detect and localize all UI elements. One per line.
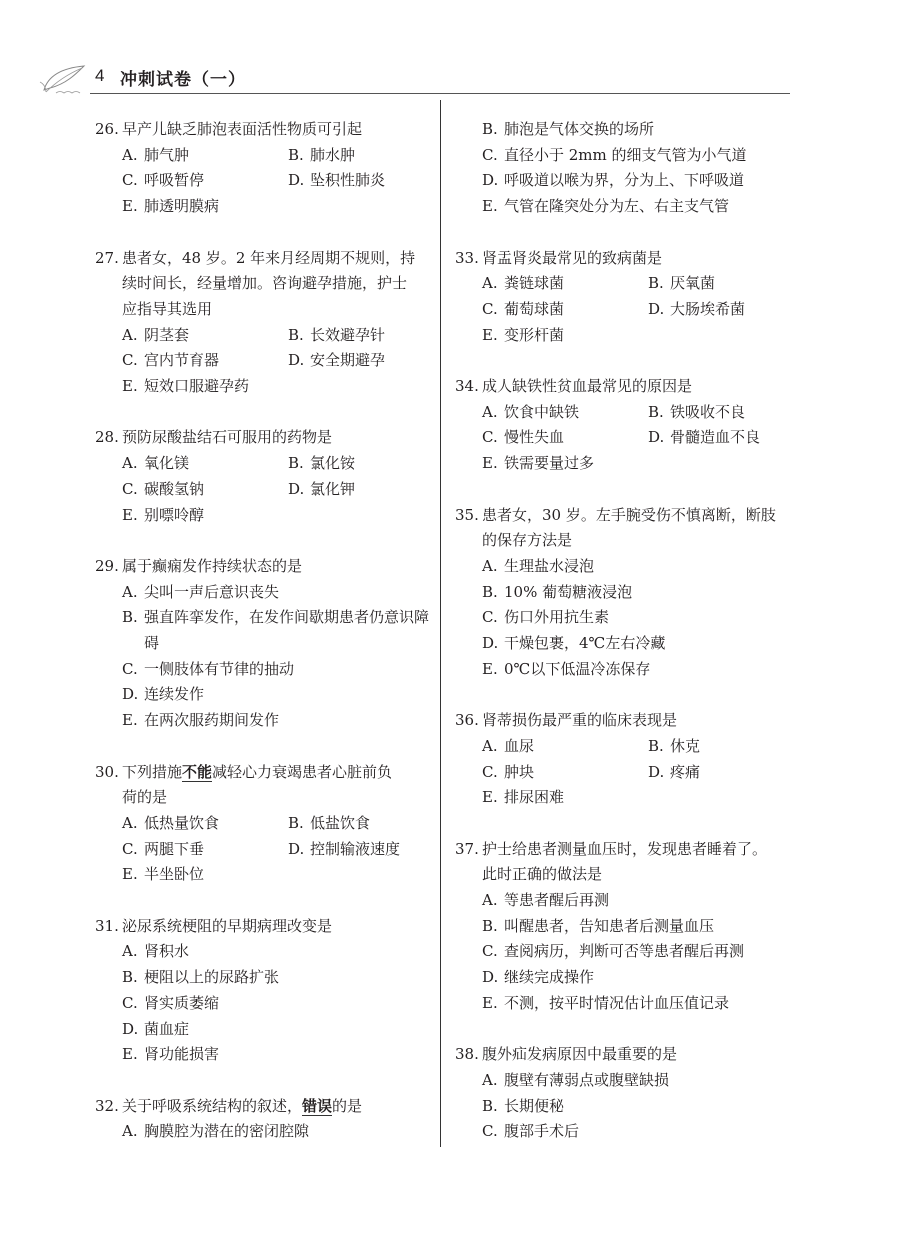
option-text: 氯化钾 — [310, 479, 356, 498]
option-label: C. — [482, 299, 498, 318]
option-label: B. — [288, 145, 304, 164]
option-label: B. — [648, 402, 664, 421]
option-label: D. — [648, 299, 665, 318]
option-text: 阴茎套 — [144, 325, 190, 344]
question — [95, 1094, 435, 1145]
option-label: B. — [482, 120, 498, 138]
option-label: E. — [482, 454, 498, 473]
answer-option — [482, 939, 795, 965]
question — [95, 914, 435, 1068]
question-stem-text: 泌尿系统梗阻的早期病理改变是 — [122, 916, 333, 935]
right-column — [455, 117, 795, 1171]
question-stem-text: 成人缺铁性贫血最常见的原因是 — [482, 377, 693, 395]
question-stem-line — [455, 528, 795, 554]
answer-option — [482, 631, 795, 657]
option-list — [95, 1119, 435, 1145]
option-label: E. — [482, 325, 498, 344]
answer-option — [648, 734, 808, 760]
question-stem-line — [455, 246, 795, 272]
option-label: A. — [482, 1070, 498, 1089]
option-label: A. — [122, 582, 138, 601]
option-label: E. — [122, 865, 138, 884]
question-stem-line — [95, 785, 435, 811]
question-stem-text: 的保存方法是 — [482, 531, 573, 550]
answer-option — [288, 348, 448, 374]
answer-option — [288, 811, 448, 837]
answer-option — [122, 811, 288, 837]
option-text: 排尿困难 — [504, 788, 565, 807]
option-label: C. — [122, 351, 138, 370]
question-stem-text: 早产儿缺乏肺泡表面活性物质可引起 — [122, 120, 363, 138]
option-text: 短效口服避孕药 — [144, 377, 250, 396]
answer-option — [122, 374, 288, 400]
option-text: 生理盐水浸泡 — [504, 556, 595, 575]
option-label: D. — [288, 839, 305, 858]
question-stem-line — [455, 862, 795, 888]
question-stem-line — [95, 1094, 435, 1120]
option-text: 肺透明膜病 — [144, 197, 220, 216]
answer-option — [288, 323, 448, 349]
question-stem-line — [95, 117, 435, 143]
option-label: D. — [482, 171, 499, 190]
answer-option — [122, 451, 288, 477]
answer-option — [122, 708, 435, 734]
option-label: C. — [482, 942, 498, 961]
answer-option — [648, 297, 808, 323]
option-label: C. — [122, 171, 138, 190]
option-text: 低热量饮食 — [144, 813, 220, 832]
option-list — [95, 811, 435, 888]
option-text: 连续发作 — [144, 685, 205, 704]
option-label: B. — [122, 968, 138, 987]
question-stem-line — [95, 554, 435, 580]
answer-option — [122, 168, 288, 194]
question-stem-line — [95, 914, 435, 940]
option-text: 不测，按平时情况估计血压值记录 — [504, 993, 730, 1012]
question — [95, 425, 435, 528]
option-list — [95, 451, 435, 528]
option-text: 呼吸道以喉为界，分为上、下呼吸道 — [504, 171, 745, 190]
option-list — [455, 888, 795, 1017]
question-number: 29. — [95, 556, 119, 575]
answer-option — [648, 271, 808, 297]
option-label: A. — [122, 145, 138, 164]
page-header — [38, 58, 790, 98]
answer-option — [482, 323, 648, 349]
option-text: 坠积性肺炎 — [310, 171, 386, 190]
question-stem-text: 肾盂肾炎最常见的致病菌是 — [482, 248, 663, 267]
left-column — [95, 117, 435, 1171]
option-text: 氧化镁 — [144, 454, 190, 473]
option-list — [455, 400, 795, 477]
question-stem-text: 预防尿酸盐结石可服用的药物是 — [122, 428, 333, 447]
option-text: 叫醒患者，告知患者后测量血压 — [504, 916, 715, 935]
option-text: 肾功能损害 — [144, 1045, 220, 1064]
option-label: A. — [122, 942, 138, 961]
question-stem-text: 腹外疝发病原因中最重要的是 — [482, 1045, 678, 1064]
question-number: 35. — [455, 505, 479, 524]
option-text: 长期便秘 — [504, 1096, 565, 1115]
option-label: C. — [122, 479, 138, 498]
question — [455, 1042, 795, 1145]
option-text: 肾积水 — [144, 942, 190, 961]
question-stem-line — [455, 1042, 795, 1068]
answer-option — [482, 785, 648, 811]
page-title: 冲刺试卷（一） — [120, 70, 246, 89]
option-text: 血尿 — [504, 736, 535, 755]
question-number: 33. — [455, 248, 479, 267]
answer-option — [482, 760, 648, 786]
option-text: 大肠埃希菌 — [670, 299, 746, 318]
option-text: 等患者醒后再测 — [504, 891, 610, 910]
question-stem-line — [455, 708, 795, 734]
option-label: D. — [122, 1019, 139, 1038]
option-text: 两腿下垂 — [144, 839, 205, 858]
option-label: C. — [482, 1122, 498, 1141]
answer-option — [288, 477, 448, 503]
option-label: E. — [482, 788, 498, 807]
option-label: A. — [122, 1122, 138, 1141]
option-label: B. — [648, 736, 664, 755]
option-label: D. — [288, 479, 305, 498]
question-stem-text: 续时间长，经量增加。咨询避孕措施，护士 — [122, 274, 408, 293]
question-stem-line — [95, 297, 435, 323]
option-label: A. — [482, 274, 498, 293]
option-text: 半坐卧位 — [144, 865, 205, 884]
option-label: B. — [482, 916, 498, 935]
answer-option — [482, 605, 795, 631]
option-text: 低盐饮食 — [310, 813, 371, 832]
question-number: 32. — [95, 1096, 119, 1115]
answer-option — [482, 425, 648, 451]
option-text: 强直阵挛发作，在发作间歇期患者仍意识障碍 — [144, 608, 430, 653]
answer-option — [122, 323, 288, 349]
question-number: 30. — [95, 762, 119, 781]
option-text: 控制输液速度 — [310, 839, 401, 858]
option-list — [455, 554, 795, 683]
option-text: 查阅病历，判断可否等患者醒后再测 — [504, 942, 745, 961]
question — [455, 837, 795, 1017]
option-label: C. — [482, 762, 498, 781]
answer-option — [122, 657, 435, 683]
option-text: 铁需要量过多 — [504, 454, 595, 473]
option-text: 饮食中缺铁 — [504, 402, 580, 421]
answer-option — [122, 477, 288, 503]
option-label: E. — [122, 197, 138, 216]
option-text: 菌血症 — [144, 1019, 190, 1038]
option-text: 肿块 — [504, 762, 535, 781]
option-label: E. — [122, 377, 138, 396]
answer-option — [482, 1068, 795, 1094]
option-text: 气管在隆突处分为左、右主支气管 — [504, 197, 730, 216]
option-label: B. — [482, 582, 498, 601]
question-stem-line — [95, 425, 435, 451]
question — [455, 117, 795, 220]
option-label: A. — [482, 736, 498, 755]
option-label: A. — [122, 813, 138, 832]
option-label: B. — [648, 274, 664, 293]
option-list — [95, 323, 435, 400]
question-number: 27. — [95, 248, 119, 267]
question-number: 38. — [455, 1045, 479, 1064]
answer-option — [122, 143, 288, 169]
question-number: 26. — [95, 120, 119, 138]
question — [95, 760, 435, 889]
option-label: D. — [288, 351, 305, 370]
option-text: 葡萄球菌 — [504, 299, 565, 318]
option-text: 宫内节育器 — [144, 351, 220, 370]
option-text: 变形杆菌 — [504, 325, 565, 344]
answer-option — [482, 914, 795, 940]
answer-option — [122, 1119, 435, 1145]
option-list — [455, 271, 795, 348]
option-text: 休克 — [670, 736, 701, 755]
option-text: 安全期避孕 — [310, 351, 386, 370]
option-label: A. — [122, 454, 138, 473]
option-text: 碳酸氢钠 — [144, 479, 205, 498]
option-text: 氯化铵 — [310, 454, 356, 473]
question-stem-text: 患者女，30 岁。左手腕受伤不慎离断，断肢 — [482, 505, 776, 524]
emphasis-keyword: 不能 — [182, 763, 213, 781]
answer-option — [122, 939, 435, 965]
option-label: A. — [482, 556, 498, 575]
question-stem-text: 此时正确的做法是 — [482, 865, 603, 884]
option-text: 肺气肿 — [144, 145, 190, 164]
option-text: 腹壁有薄弱点或腹壁缺损 — [504, 1070, 670, 1089]
answer-option — [288, 143, 448, 169]
answer-option — [122, 965, 435, 991]
option-label: B. — [122, 608, 138, 627]
option-label: D. — [482, 634, 499, 653]
option-label: C. — [122, 993, 138, 1012]
answer-option — [288, 837, 448, 863]
answer-option — [482, 297, 648, 323]
answer-option — [648, 400, 808, 426]
option-text: 干燥包裹，4℃左右冷藏 — [504, 634, 666, 653]
question-stem-line — [455, 374, 795, 400]
option-list — [95, 143, 435, 220]
question-stem-line — [95, 246, 435, 272]
answer-option — [482, 657, 795, 683]
question-number: 31. — [95, 916, 119, 935]
option-text: 疼痛 — [670, 762, 701, 781]
option-label: E. — [482, 197, 498, 216]
option-label: C. — [122, 659, 138, 678]
option-label: B. — [288, 813, 304, 832]
answer-option — [482, 117, 795, 143]
option-text: 0℃以下低温冷冻保存 — [504, 659, 651, 678]
question-stem-line — [95, 271, 435, 297]
option-text: 腹部手术后 — [504, 1122, 580, 1141]
option-list — [95, 939, 435, 1068]
column-divider — [440, 100, 441, 1147]
question-stem-line — [95, 760, 435, 786]
question-number: 36. — [455, 711, 479, 730]
option-text: 肺水肿 — [310, 145, 356, 164]
option-text: 10% 葡萄糖液浸泡 — [504, 582, 633, 601]
option-text: 骨髓造血不良 — [670, 428, 761, 447]
answer-option — [648, 760, 808, 786]
option-label: E. — [482, 993, 498, 1012]
option-list — [455, 1068, 795, 1145]
option-text: 一侧肢体有节律的抽动 — [144, 659, 295, 678]
option-label: C. — [122, 839, 138, 858]
answer-option — [122, 991, 435, 1017]
option-text: 胸膜腔为潜在的密闭腔隙 — [144, 1122, 310, 1141]
option-label: D. — [122, 685, 139, 704]
question-stem-text: 荷的是 — [122, 788, 168, 807]
option-label: E. — [122, 711, 138, 730]
question-stem-text: 护士给患者测量血压时，发现患者睡着了。 — [482, 839, 768, 858]
answer-option — [288, 451, 448, 477]
answer-option — [482, 580, 795, 606]
option-label: E. — [122, 505, 138, 524]
option-label: A. — [482, 891, 498, 910]
question — [455, 503, 795, 683]
option-label: C. — [482, 145, 498, 164]
answer-option — [648, 425, 808, 451]
answer-option — [122, 837, 288, 863]
answer-option — [122, 503, 288, 529]
option-list — [95, 580, 435, 734]
answer-option — [122, 1042, 435, 1068]
answer-option — [482, 1119, 795, 1145]
question-number: 37. — [455, 839, 479, 858]
option-text: 梗阻以上的尿路扩张 — [144, 968, 280, 987]
question-stem-line — [455, 503, 795, 529]
answer-option — [482, 734, 648, 760]
question — [95, 117, 435, 220]
question-stem-text: 关于呼吸系统结构的叙述，错误的是 — [122, 1096, 363, 1115]
answer-option — [122, 862, 288, 888]
header-rule — [90, 93, 790, 94]
question-stem-text: 下列措施不能减轻心力衰竭患者心脏前负 — [122, 762, 393, 781]
option-label: D. — [648, 762, 665, 781]
answer-option — [482, 143, 795, 169]
option-text: 在两次服药期间发作 — [144, 711, 280, 730]
option-label: A. — [122, 325, 138, 344]
option-label: C. — [482, 608, 498, 627]
option-label: E. — [122, 1045, 138, 1064]
question — [455, 374, 795, 477]
option-text: 长效避孕针 — [310, 325, 386, 344]
question-stem-line — [455, 837, 795, 863]
question — [95, 246, 435, 400]
option-label: D. — [648, 428, 665, 447]
question-stem-text: 肾蒂损伤最严重的临床表现是 — [482, 711, 678, 730]
answer-option — [122, 605, 435, 656]
emphasis-keyword: 错误 — [302, 1097, 333, 1115]
answer-option — [482, 965, 795, 991]
option-text: 肺泡是气体交换的场所 — [504, 120, 655, 138]
answer-option — [122, 348, 288, 374]
question-stem-text: 应指导其选用 — [122, 299, 213, 318]
answer-option — [122, 1017, 435, 1043]
option-label: C. — [482, 428, 498, 447]
option-text: 呼吸暂停 — [144, 171, 205, 190]
option-text: 直径小于 2mm 的细支气管为小气道 — [504, 145, 747, 164]
option-label: B. — [288, 325, 304, 344]
answer-option — [482, 400, 648, 426]
question — [455, 708, 795, 811]
question-stem-text: 患者女，48 岁。2 年来月经周期不规则，持 — [122, 248, 416, 267]
answer-option — [122, 682, 435, 708]
question-stem-text: 属于癫痫发作持续状态的是 — [122, 556, 303, 575]
answer-option — [482, 451, 648, 477]
option-label: D. — [482, 968, 499, 987]
option-label: D. — [288, 171, 305, 190]
answer-option — [482, 168, 795, 194]
option-label: A. — [482, 402, 498, 421]
option-label: B. — [288, 454, 304, 473]
option-text: 伤口外用抗生素 — [504, 608, 610, 627]
option-list — [455, 734, 795, 811]
option-text: 慢性失血 — [504, 428, 565, 447]
feather-logo-icon — [38, 62, 88, 96]
option-list — [455, 117, 795, 220]
question-number: 28. — [95, 428, 119, 447]
question — [455, 246, 795, 349]
option-text: 尖叫一声后意识丧失 — [144, 582, 280, 601]
option-text: 别嘌呤醇 — [144, 505, 205, 524]
question-number: 34. — [455, 377, 479, 395]
answer-option — [482, 554, 795, 580]
answer-option — [482, 1094, 795, 1120]
option-text: 肾实质萎缩 — [144, 993, 220, 1012]
option-text: 厌氧菌 — [670, 274, 716, 293]
question — [95, 554, 435, 734]
answer-option — [288, 168, 448, 194]
option-text: 继续完成操作 — [504, 968, 595, 987]
option-text: 粪链球菌 — [504, 274, 565, 293]
answer-option — [482, 888, 795, 914]
option-text: 铁吸收不良 — [670, 402, 746, 421]
answer-option — [482, 991, 795, 1017]
page-number: 4 — [95, 66, 105, 85]
answer-option — [122, 580, 435, 606]
option-label: B. — [482, 1096, 498, 1115]
answer-option — [482, 194, 795, 220]
answer-option — [482, 271, 648, 297]
option-label: E. — [482, 659, 498, 678]
answer-option — [122, 194, 288, 220]
